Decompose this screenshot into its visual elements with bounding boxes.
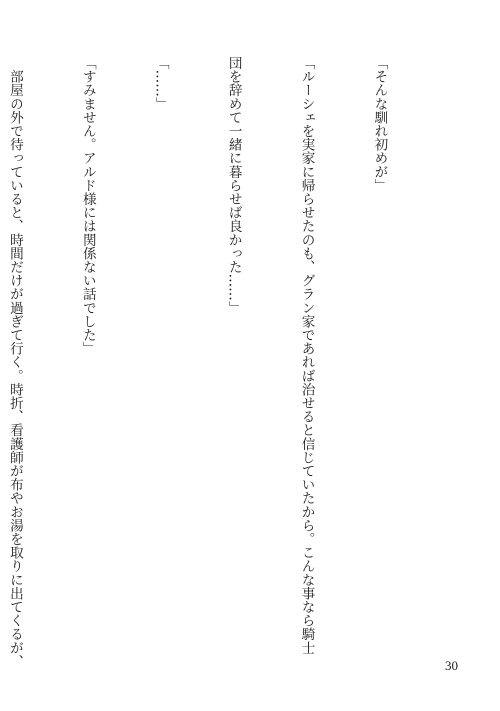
text-line: 「すみません。アルド様には関係ない話でした」 [79,56,96,356]
text-line: 部屋の外で待っていると、時間だけが過ぎて行く。時折、看護師が布やお湯を取りに出てくるが、 [6,56,23,668]
text-line: 団を辞めて一緒に暮らせば良かった……」 [225,56,242,315]
page-number: 30 [445,658,458,673]
text-line: 「そんな馴れ初めが」 [371,56,388,192]
text-line: 「ルーシェを実家に帰らせたのも、グラン家であれば治せると信じていたから。こんな事なら騎士 [298,56,315,655]
text-line: 「……」 [152,56,169,111]
vertical-text-body [6,56,440,668]
